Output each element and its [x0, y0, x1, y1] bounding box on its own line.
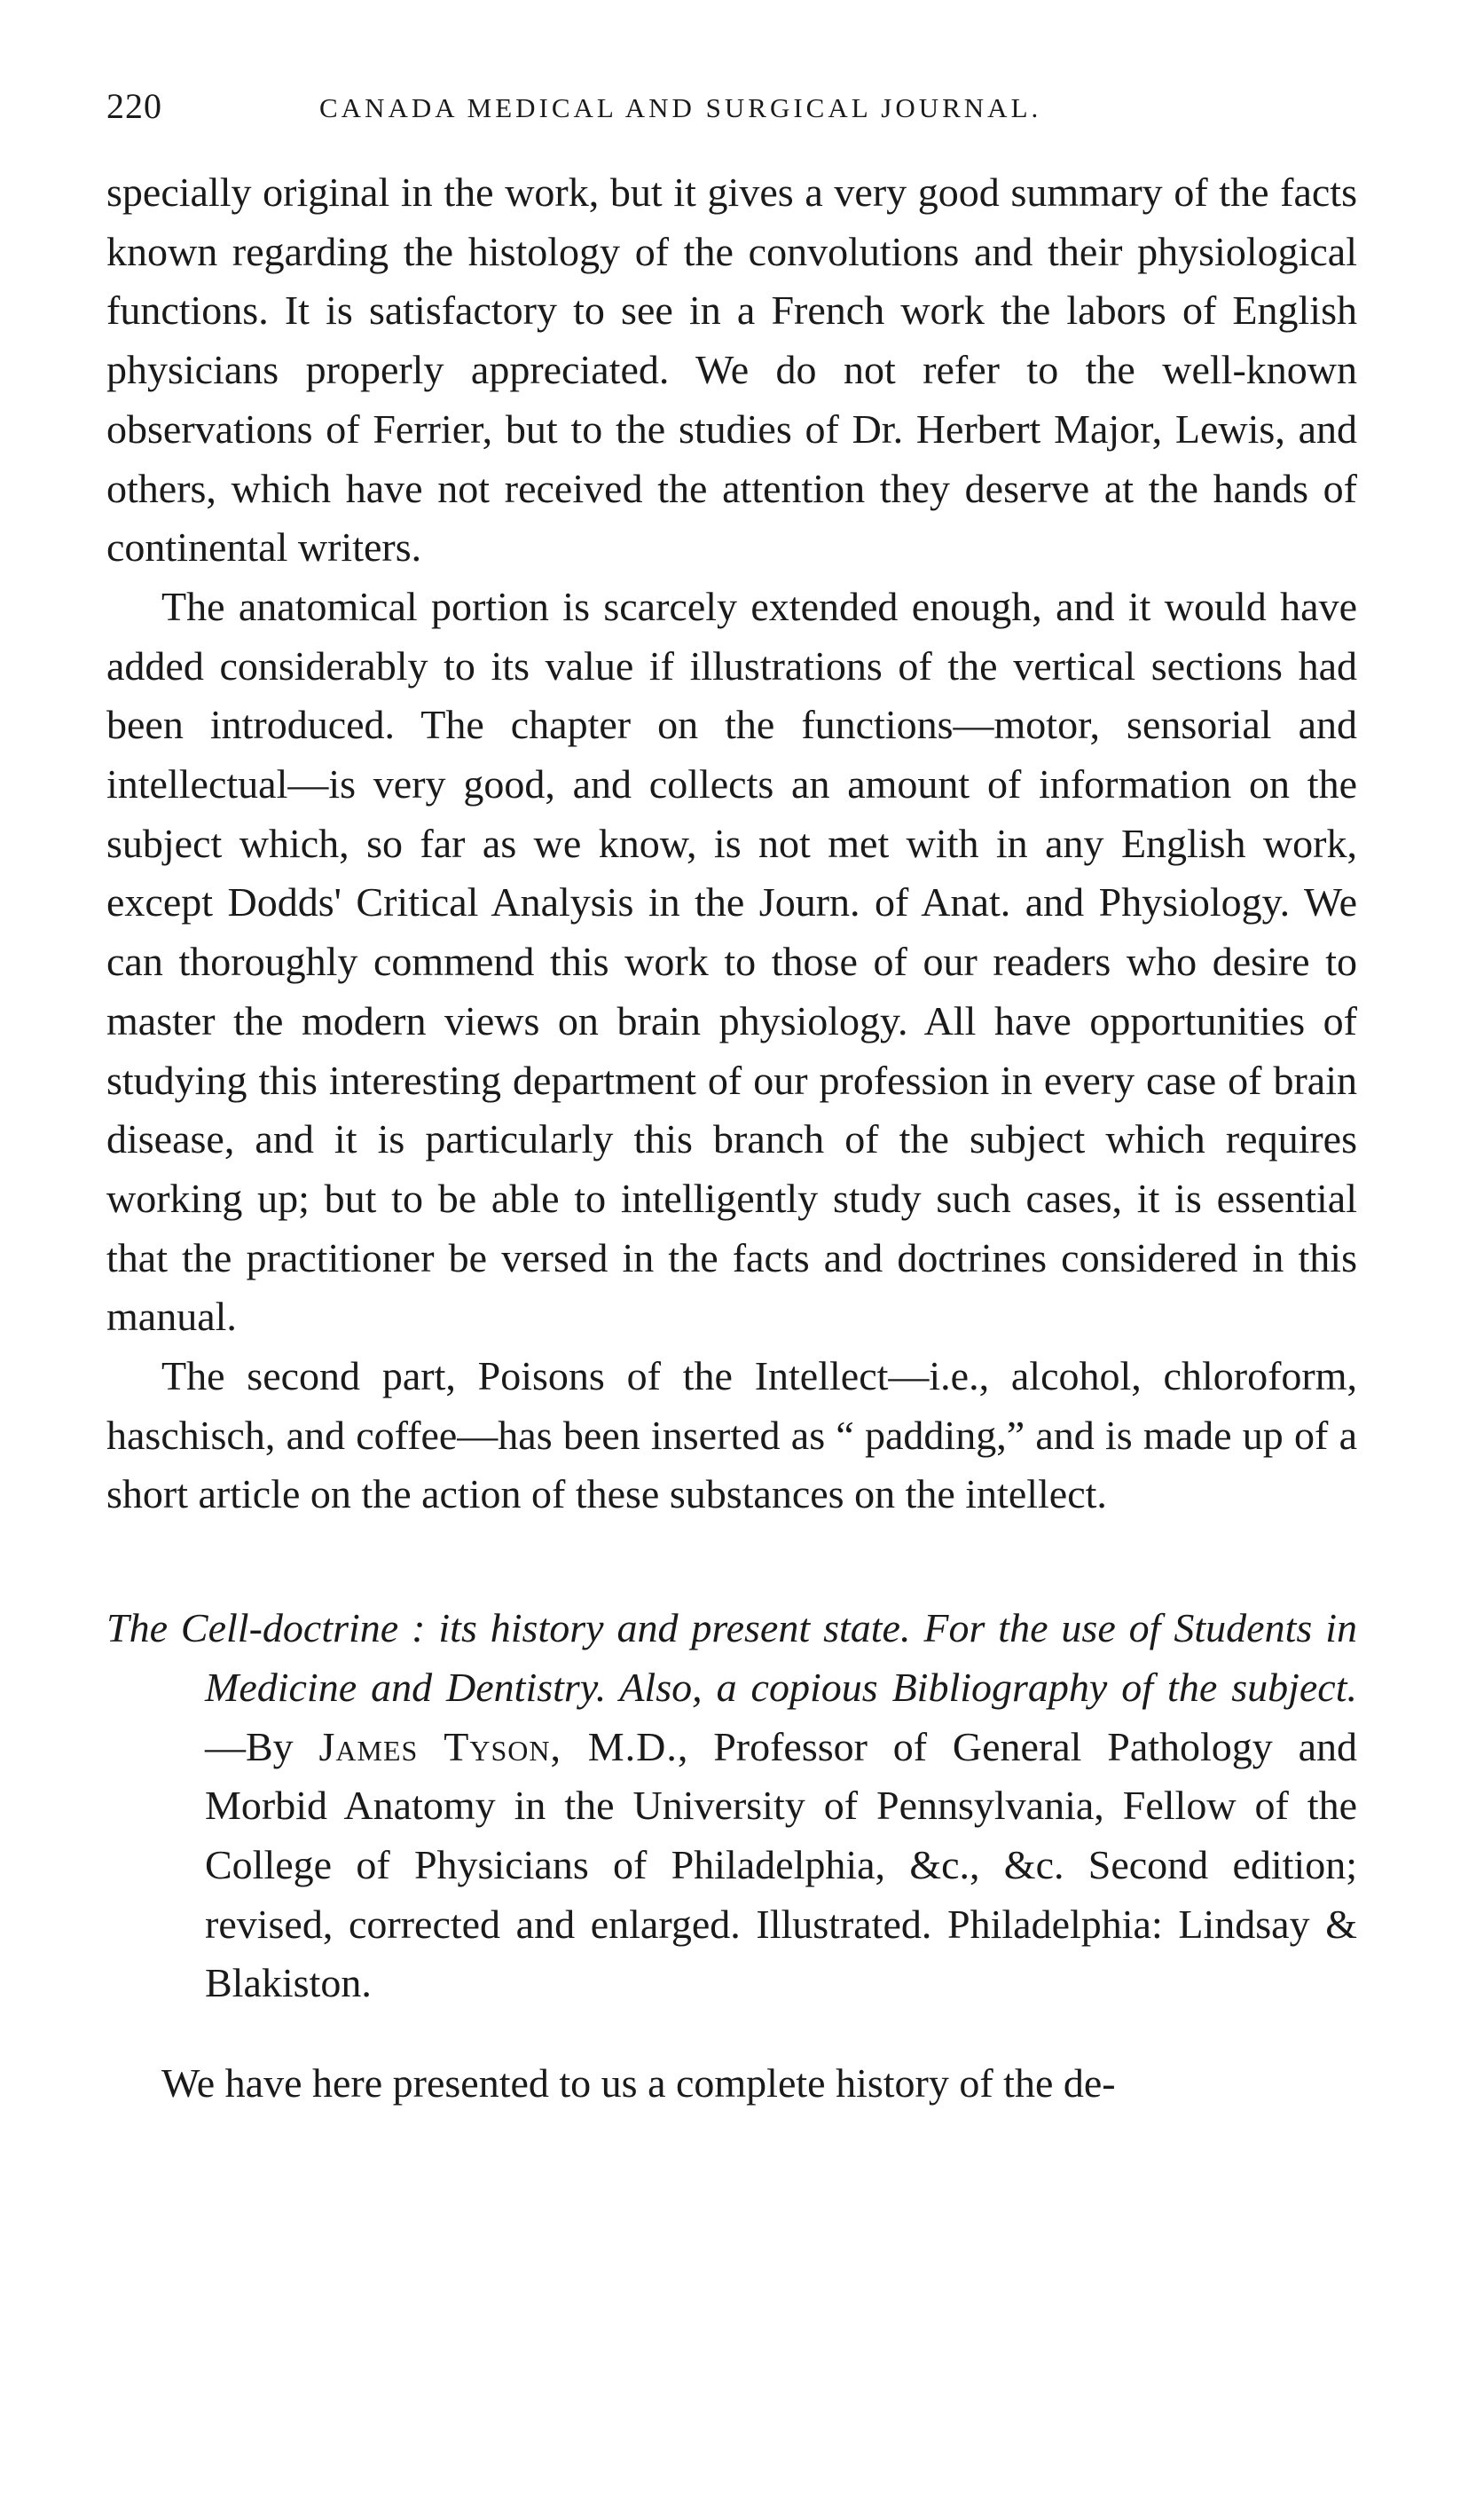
journal-page: [106, 85, 1357, 2114]
review-citation: [106, 1599, 1357, 2013]
review-author-name: James Tyson, M.D.: [318, 1723, 678, 1769]
review-details: , Professor of General Pathology and Morbid Anatomy in the University of Pennsylvania, Fellow of the College of Physicians of Philadelphia, &c., &c. Second edition; revised, corrected and enlarged. Illustrated. Philadelphia: Lindsay & Blakiston.: [205, 1723, 1358, 2006]
page-number: 220: [106, 86, 162, 126]
review-title: The Cell-doctrine : its history and present state. For the use of Students in Medicine and Dentistry. Also, a copious Bibliography of the subject.: [106, 1605, 1357, 1710]
paragraph-second-part: The second part, Poisons of the Intellect—i.e., alcohol, chloroform, haschisch, and coffee—has been inserted as “ padding,” and is made up of a short article on the action of these substances on the intellect.: [106, 1353, 1357, 1517]
review-author-prefix: —By: [205, 1723, 294, 1769]
paragraph-anatomical-portion: The anatomical portion is scarcely extended enough, and it would have added considerably to its value if illustrations of the vertical sections had been introduced. The chapter on the functions—motor, sensorial and intellectual—is very good, and collects an amount of information on the subject which, so far as we know, is not met with in any English work, except Dodds' Critical Analysis in the Journ. of Anat. and Physiology. We can thoroughly commend this work to those of our readers who desire to master the modern views on brain physiology. All have opportunities of studying this interesting department of our profession in every case of brain disease, and it is particularly this branch of the subject which requires working up; but to be able to intelligently study such cases, it is essential that the practitioner be versed in the facts and doctrines considered in this manual.: [106, 583, 1357, 1340]
paragraph-continued: specially original in the work, but it gives a very good summary of the facts known regarding the histology of the convolutions and their physiological functions. It is satisfactory to see in a French work the labors of English physicians properly appreciated. We do not refer to the well-known observations of Ferrier, but to the studies of Dr. Herbert Major, Lewis, and others, which have not received the attention they deserve at the hands of continental writers.: [106, 169, 1357, 571]
page-header: [106, 85, 1357, 138]
running-head: CANADA MEDICAL AND SURGICAL JOURNAL.: [319, 92, 1042, 123]
paragraph-review-opening: We have here presented to us a complete history of the de-: [161, 2060, 1116, 2106]
